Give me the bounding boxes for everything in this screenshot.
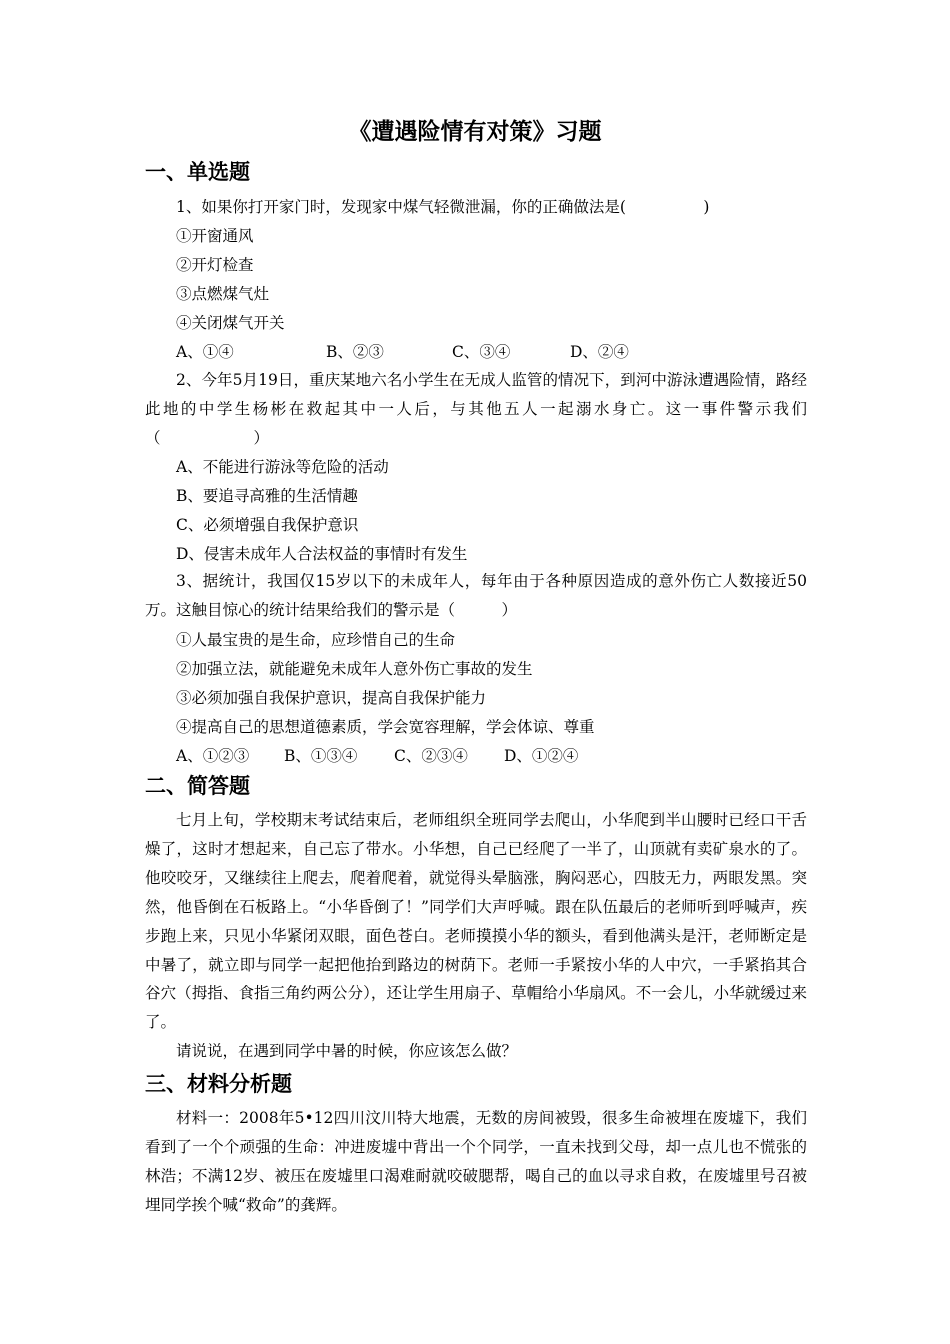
question-1-item: ①开窗通风 <box>176 227 254 245</box>
choice-c: C、②③④ <box>394 747 468 765</box>
section-heading-short-answer: 二、简答题 <box>145 774 250 798</box>
question-2-stem: 2、今年5月19日，重庆某地六名小学生在无成人监管的情况下，到河中游泳遭遇险情，路经此地的中学生杨彬在救起其中一人后，与其他五人一起溺水身亡。这一事件警示我们（ ） <box>145 371 807 447</box>
question-1-stem: 1、如果你打开家门时，发现家中煤气轻微泄漏，你的正确做法是( ) <box>176 198 710 216</box>
choice-a: A、①②③ <box>176 747 250 765</box>
choice-a: A、①④ <box>176 343 234 361</box>
short-answer-question: 请说说，在遇到同学中暑的时候，你应该怎么做？ <box>176 1042 518 1060</box>
question-2-option: A、不能进行游泳等危险的活动 <box>176 458 389 476</box>
question-1-choices <box>176 342 629 362</box>
choice-b: B、②③ <box>326 343 384 361</box>
question-2-option: C、必须增强自我保护意识 <box>176 516 359 534</box>
choice-c: C、③④ <box>452 343 511 361</box>
section-heading-material-analysis: 三、材料分析题 <box>145 1072 292 1096</box>
question-3-stem: 3、据统计，我国仅15岁以下的未成年人，每年由于各种原因造成的意外伤亡人数接近50万。这触目惊心的统计结果给我们的警示是（ ） <box>145 572 807 619</box>
question-2-option: D、侵害未成年人合法权益的事情时有发生 <box>176 545 468 563</box>
document-title: 《遭遇险情有对策》习题 <box>348 119 602 145</box>
choice-d: D、②④ <box>570 343 629 361</box>
question-3-choices <box>176 746 578 766</box>
question-1-item: ③点燃煤气灶 <box>176 285 270 303</box>
question-1-item: ②开灯检查 <box>176 256 254 274</box>
choice-d: D、①②④ <box>504 747 579 765</box>
question-3-item: ①人最宝贵的是生命，应珍惜自己的生命 <box>176 631 456 649</box>
short-answer-passage: 七月上旬，学校期末考试结束后，老师组织全班同学去爬山，小华爬到半山腰时已经口干舌燥了，这时才想起来，自己忘了带水。小华想，自己已经爬了一半了，山顶就有卖矿泉水的了。他咬咬牙，又继续往上爬去，爬着爬着，就觉得头晕脑涨，胸闷恶心，四肢无力，两眼发黑。突然，他昏倒在石板路上。“小华昏倒了！”同学们大声呼喊。跟在队伍最后的老师听到呼喊声，疾步跑上来，只见小华紧闭双眼，面色苍白。老师摸摸小华的额头，看到他满头是汗，老师断定是中暑了，就立即与同学一起把他抬到路边的树荫下。老师一手紧按小华的人中穴，一手紧掐其合谷穴（拇指、食指三角约两公分），还让学生用扇子、草帽给小华扇风。不一会儿，小华就缓过来了。 <box>145 811 807 1032</box>
section-heading-single-choice: 一、单选题 <box>145 160 250 184</box>
question-1-item: ④关闭煤气开关 <box>176 314 285 332</box>
question-3-item: ④提高自己的思想道德素质，学会宽容理解，学会体谅、尊重 <box>176 718 595 736</box>
question-3-item: ②加强立法，就能避免未成年人意外伤亡事故的发生 <box>176 660 533 678</box>
material-one-paragraph: 材料一：2008年5•12四川汶川特大地震，无数的房间被毁，很多生命被埋在废墟下，我们看到了一个个顽强的生命：冲进废墟中背出一个个同学，一直未找到父母，却一点儿也不慌张的林浩；不满12岁、被压在废墟里口渴难耐就咬破腮帮，喝自己的血以寻求自救，在废墟里号召被埋同学挨个喊“救命”的龚辉。 <box>145 1109 807 1214</box>
question-3-item: ③必须加强自我保护意识，提高自我保护能力 <box>176 689 487 707</box>
choice-b: B、①③④ <box>284 747 358 765</box>
question-2-option: B、要追寻高雅的生活情趣 <box>176 487 358 505</box>
